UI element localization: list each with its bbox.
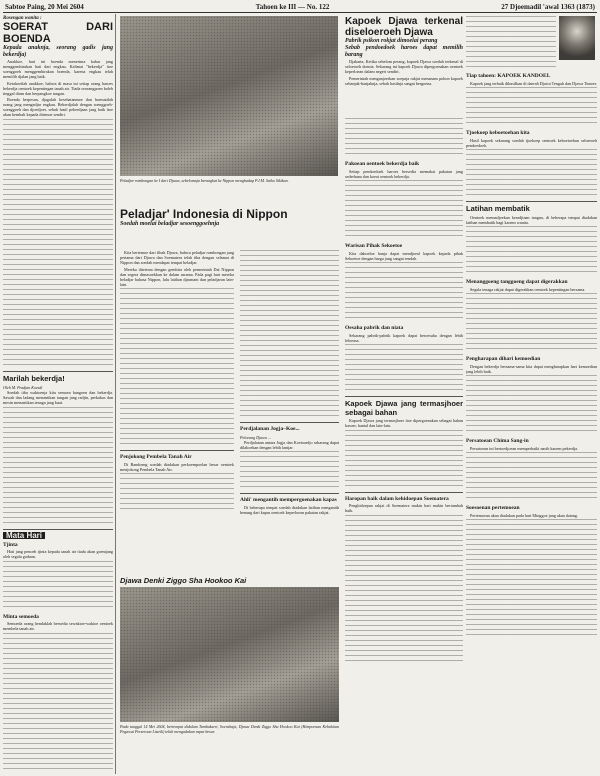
text-lines <box>3 633 113 773</box>
latihan-paragraph: Oentoek memadjoekan keradjinan tangan, di beberapa tempat diadakan latihan membatik bagi kaoem wanita. <box>466 214 597 225</box>
text-lines <box>120 473 234 513</box>
peladjar-header <box>120 208 338 248</box>
pengharapan-paragraph: Dengan bekerdja bersama-sama kita dapat mengharapkan hari kemoedian jang lebih baik. <box>466 363 597 374</box>
column-2-body <box>120 250 234 570</box>
pakoean-headline: Pakoean oentoek bekerdja baik <box>345 161 420 167</box>
top-photo-caption: Peladjar rombongan ke I dari Djawa, sebelomnja berangkat ke Nippon menghadap P.J.M. Saiko Sikikan. <box>120 178 289 183</box>
kapoek-paragraph: Pemerintah menganjoerkan soepaja rakjat menanam pohon kapoek sebanjak-banjaknja, sebab hasilnja sangat bergoena. <box>345 75 463 86</box>
persatoean-paragraph: Persatoean ini bertoedjoean memperbaiki nasib kaoem pekerdja. <box>470 445 579 451</box>
ahli-paragraph: Di beberapa tempat soedah diadakan latihan mengantih benang dari kapas oentoek keperloean pakaian rakjat. <box>240 504 339 515</box>
boeah-headline: Tiap tahoen: KAPOEK KANDOEL <box>466 73 551 79</box>
peladjar-paragraph: Kita bertemoe dari fihak Djawa, bahwa peladjar rombongan jang pertama dari Djawa dan Soematera telah tiba dengan selamat di Nippon dan soedah mendapat tempat beladjar. <box>120 250 234 265</box>
masthead-volume: Tahoen ke III — No. 122 <box>255 3 330 11</box>
oesaha-headline: Oesaha pabrik dan niata <box>345 325 404 331</box>
column-1 <box>3 14 116 774</box>
divider <box>345 492 463 493</box>
portrait-photo <box>559 16 595 60</box>
matahari-item-text: Semoeda orang hendaklah bersedia sewaktoe-waktoe oentoek membela tanah air. <box>3 621 113 631</box>
divider <box>345 396 463 397</box>
divider <box>240 493 339 494</box>
divider <box>3 529 113 530</box>
masthead-hijri-date: 27 Djoemadil 'awal 1363 (1873) <box>501 3 595 11</box>
ahli-headline: Ahli' mengantih mempergoenakan kapas <box>240 497 337 503</box>
column-5-body <box>466 16 597 774</box>
text-lines <box>466 16 556 70</box>
soerat-paragraph: Ketahoeilah anakkoe, bahwa di masa ini setiap orang haroes bekerdja oentoek kepentingan tanah air. Tiada seorangpoen boleh tinggal diam dan berpangkoe tangan. <box>3 80 113 96</box>
pengharapan-headline: Pengharapan dihari kemoedian <box>466 356 541 362</box>
warisan-headline: Warisan Pihak Sekoetoe <box>345 243 403 249</box>
soesoenan-headline: Soesoenan pertemoean <box>466 505 520 511</box>
soerat-body <box>3 59 113 117</box>
kapoek-subtitle-2: Sebab pendoedoek haroes dapat memilih barang <box>345 45 463 58</box>
text-lines <box>466 375 597 435</box>
text-lines <box>120 288 234 448</box>
divider <box>240 422 339 423</box>
tanggoeng-paragraph: Segala tenaga rakjat dapat digerakkan oentoek kepentingan bersama. <box>470 286 586 292</box>
text-lines <box>3 407 113 527</box>
top-photo-block <box>120 16 338 206</box>
soerat-paragraph: Boenda berpesan, djagalah kesehatanmoe dan hormatilah orang jang mengadjar engkau. Bekerdjalah dengan soenggoeh-soenggoeh dan djoedjoer, sebab hasil pekerdjaan jang baik itoe akan kembali kepada dirimoe sendiri. <box>3 97 113 117</box>
tjoekoep-paragraph: Hasil kapoek sekarang soedah tjoekoep oentoek keboetoehan seloeroeh pendoedoek. <box>466 137 597 148</box>
pakoean-paragraph: Setiap pendoedoek haroes bersedia memakai pakaian jang sederhana dan koeat oentoek bekerdja. <box>345 168 463 179</box>
kapoek-subtitle: Pabrik psikon rokjat dimoelai perang <box>345 38 438 44</box>
divider <box>3 371 113 372</box>
perdjalanan-paragraph: Perdjalanan antara Jogja dan Koetoardjo sekarang dapat dilakoekan dengan lebih lantjar. <box>240 439 339 450</box>
persatoean-headline: Persatoean Chima Sang-in <box>466 438 529 444</box>
gathering-photo <box>120 587 339 722</box>
text-lines <box>466 87 597 127</box>
masthead-date: Sabtoe Paing, 20 Mei 2604 <box>5 3 84 11</box>
text-lines <box>240 250 339 420</box>
marilah-headline: Marilah bekerdja! <box>3 373 65 383</box>
text-lines <box>345 180 463 240</box>
text-lines <box>345 515 463 665</box>
matahari-item-heading: Minta semoeda <box>3 613 39 620</box>
pembela-headline: Penjokong Pembela Tanah Air <box>120 454 192 460</box>
text-lines <box>345 118 463 158</box>
text-lines <box>466 226 597 276</box>
warisan-paragraph: Kita dahoeloe hanja dapat mendjoeal kapoek kepada pihak Sekoetoe dengan harga jang sangat rendah. <box>345 250 463 261</box>
kapoek2-paragraph: Kapoek Djawa jang termasjhoer itoe dipergoenakan sebagai bahan kasoer, bantal dan lain-lain. <box>345 418 463 428</box>
text-lines <box>3 119 113 369</box>
kapoek-header <box>345 16 463 116</box>
oesaha-paragraph: Sekarang pabrik-pabrik kapoek dapat beroesaha dengan lebih leloeasa. <box>345 332 463 343</box>
haropan-headline: Haropan baik dalam kehidoepan Soematera <box>345 495 449 502</box>
text-lines <box>240 451 339 491</box>
column-4-body <box>345 118 463 774</box>
soerat-headline: SOERAT DARI BOENDA <box>3 21 113 45</box>
tjoekoep-headline: Tjoekoep keboetoehan kita <box>466 130 530 136</box>
kapoek2-headline: Kapoek Djawa jang termasjhoer sebagai bahan <box>345 399 463 417</box>
peladjar-headline: Peladjar' Indonesia di Nippon <box>120 208 288 221</box>
text-lines <box>345 344 463 394</box>
text-lines <box>466 149 597 199</box>
kapoek-paragraph: Djakarta, Ketika sebelom perang, kapoek Djawa soedah terkenal di seloeroeh doenia. Sekarang ini kapoek Djawa dipergoenakan oentoek keperloean dalam negeri sendiri. <box>345 59 463 74</box>
marilah-paragraph: Soedah tiba waktoenja kita semoea bangoen dan bekerdja. Sawah dan ladang menantikan tangan jang radjin, perkakas dan mesin menantikan tenaga jang kuat. <box>3 390 113 405</box>
perdjalanan-subtitle: Peloeang Djawa ... <box>240 434 271 440</box>
peladjar-subtitle: Soedah moelai beladjar sesoenggoehnja <box>120 221 220 227</box>
haropan-paragraph: Penghidoepan rakjat di Soematera makin hari makin bertambah baik. <box>345 503 463 513</box>
soesoenan-paragraph: Pertemoean akan diadakan pada hari Minggoe jang akan datang. <box>470 512 579 518</box>
marilah-byline: Oleh M. Pradjan Koesdi <box>3 385 43 390</box>
portrait-row <box>466 16 597 70</box>
perdjalanan-headline: Perdjalanan Jogja–Koe... <box>240 426 300 432</box>
text-lines <box>3 561 113 611</box>
bottom-photo-caption: Pada tanggal 14 Mei 2604, bertempat didalam Tambakseri, Soerabaja, Djawa Denki Ziggo Sha Hookoo Kai (Himpoenan Kebaktian Pegawai Perseroan Listrik) telah mengadakan rapat besar. <box>120 723 339 734</box>
bottom-photo-title: Djawa Denki Ziggo Sha Hookoo Kai <box>120 576 247 585</box>
divider <box>120 450 234 451</box>
text-lines <box>345 262 463 322</box>
students-photo <box>120 16 338 176</box>
soerat-kicker: Rosengan wanita : <box>3 16 42 21</box>
matahari-item-heading: Tjinta <box>3 541 18 548</box>
kapoek-headline: Kapoek Djawa terkenal diseloeroeh Djawa <box>345 16 463 38</box>
matahari-banner: Mata Hari <box>3 532 45 539</box>
pembela-paragraph: Di Bandoeng soedah diadakan perkoempoelan besar oentoek menjokong Pembela Tanah Air. <box>120 461 234 472</box>
column-3-body <box>240 250 339 570</box>
soerat-subtitle: Kepada anaknja, seorang gadis jang bekerdja) <box>3 45 113 58</box>
peladjar-paragraph: Mereka diterima dengan gembira oleh pemerintah Dai Nippon dan segera dimasoekkan ke dalam asrama. Pada pagi hari mereka beladjar bahasa Nippon, lalu latihan djasmani dan peladjaran lain-lain. <box>120 266 234 287</box>
text-lines <box>466 293 597 353</box>
text-lines <box>345 430 463 490</box>
text-lines <box>466 452 597 502</box>
bottom-photo-block <box>120 574 339 774</box>
matahari-item-text: Hati jang penoeh tjinta kepada tanah air tiada akan goentjang oleh segala godaan. <box>3 549 113 559</box>
divider <box>466 201 597 202</box>
text-lines <box>466 519 597 639</box>
masthead <box>3 2 597 13</box>
soerat-paragraph: Anakkoe, hari ini boenda menerima kabar jang menggembirakan hati dari engkau. Kalimat "bekerdja" itoe soenggoeh menggembirakan boenda, karena engkau telah memilih djalan jang baik. <box>3 59 113 79</box>
tanggoeng-headline: Menanggoeng tanggoeng dapat digerakkan <box>466 279 568 285</box>
boeah-paragraph: Kapoek jang terbaik dihasilkan di daerah Djawa Tengah dan Djawa Timoer. <box>470 80 597 86</box>
latihan-headline: Latihan membatik <box>466 204 530 213</box>
